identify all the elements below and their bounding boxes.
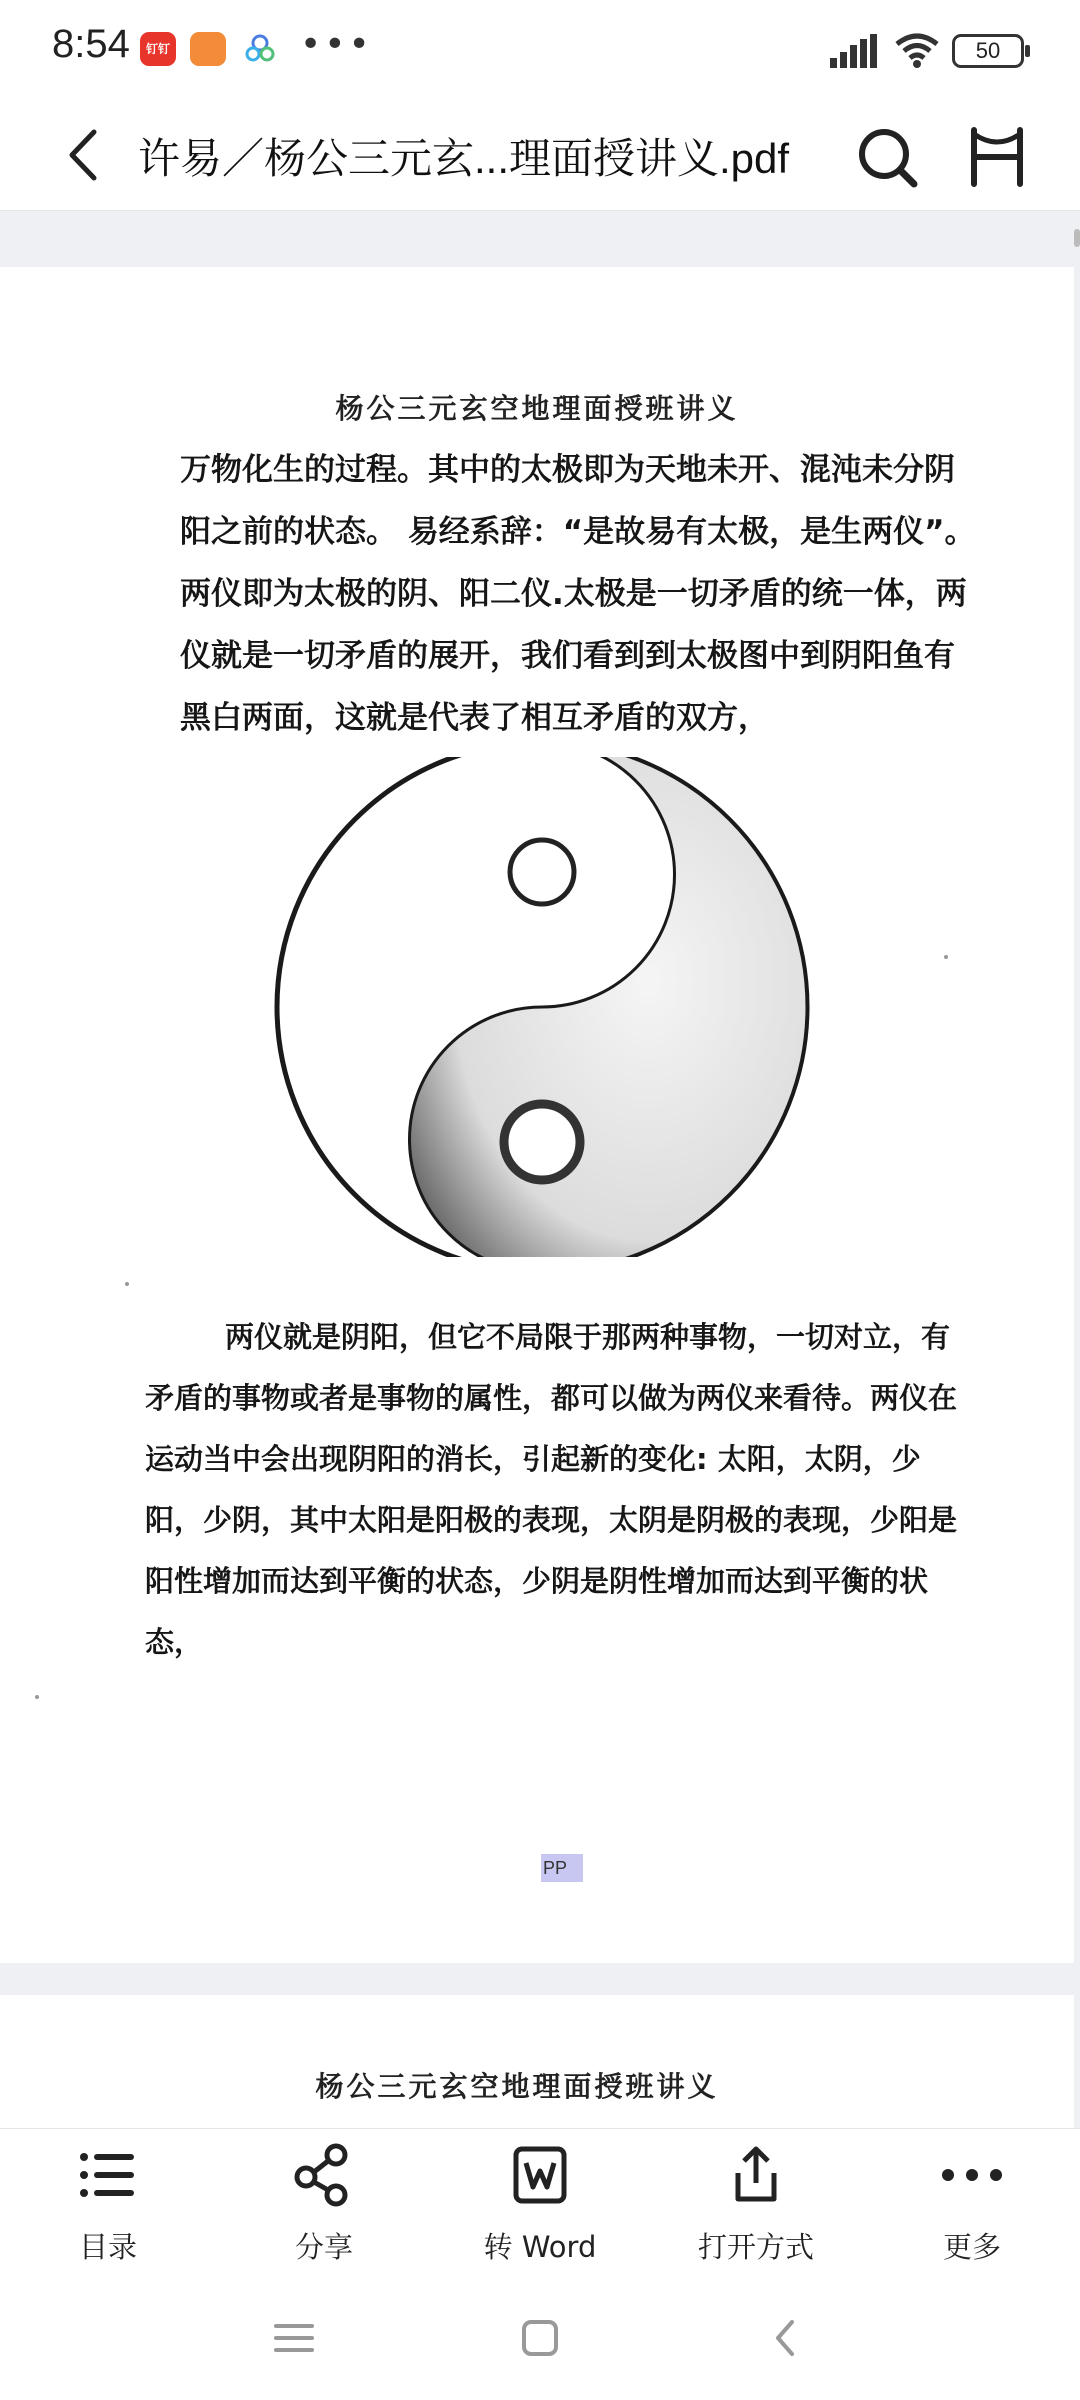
back-button[interactable] [52, 120, 122, 190]
home-square-icon [510, 2308, 570, 2368]
share-icon [292, 2143, 356, 2207]
toolbar-label: 打开方式 [697, 2230, 814, 2264]
more-button[interactable] [882, 2143, 1062, 2273]
top-app-bar [0, 100, 1080, 211]
search-icon [852, 122, 922, 192]
toolbar-label: 目录 [78, 2230, 137, 2264]
page-paragraph: 两仪就是阴阳，但它不局限于那两种事物，一切对立，有矛盾的事物或者是事物的属性，都可以做为两仪来看待。两仪在运动当中会出现阴阳的消长，引起新的变化: 太阳，太阴，少阳，少阴，其中太阳是阳极的表现，太阴是阴极的表现，少阳是阳性增加而达到平衡的状态，少阴是阴性增加而达到平衡的状态， [145, 1320, 958, 1659]
page-running-header: 杨公三元玄空地理面授班讲义 [335, 392, 739, 425]
page-running-header: 杨公三元玄空地理面授班讲义 [315, 2070, 719, 2103]
more-notifications-icon: ••• [300, 24, 373, 65]
share-button[interactable] [234, 2143, 414, 2273]
pdf-page [0, 267, 1074, 1963]
convert-word-button[interactable] [450, 2143, 630, 2273]
open-with-button[interactable] [666, 2143, 846, 2273]
scrollbar-thumb[interactable] [1074, 229, 1080, 247]
system-navigation-bar [0, 2278, 1080, 2400]
toolbar-label: 更多 [942, 2230, 1001, 2264]
highlight-annotation[interactable]: PP [541, 1854, 583, 1882]
more-icon [940, 2143, 1004, 2207]
menu-icon [264, 2308, 324, 2368]
export-icon [724, 2143, 788, 2207]
back-arrow-icon [52, 120, 122, 190]
scan-speck [944, 955, 948, 959]
scan-speck [125, 1282, 129, 1286]
taiji-diagram [272, 757, 822, 1257]
search-button[interactable] [852, 122, 922, 192]
toc-button[interactable] [18, 2143, 198, 2273]
document-title: 许易／杨公三元玄...理面授讲义.pdf [138, 135, 790, 182]
bottom-toolbar [0, 2128, 1080, 2279]
list-icon [76, 2143, 140, 2207]
system-back-button[interactable] [756, 2308, 816, 2368]
scan-speck [35, 1695, 39, 1699]
reading-mode-button[interactable] [962, 122, 1032, 192]
recent-apps-button[interactable] [264, 2308, 324, 2368]
cloud-app-icon [242, 32, 278, 66]
pdf-viewer[interactable] [0, 211, 1080, 2128]
dingtalk-app-icon [140, 32, 176, 66]
signal-icon [830, 34, 880, 68]
shopping-app-icon [190, 32, 226, 66]
wifi-icon [894, 32, 940, 68]
app-badge-text: 钉钉 [145, 42, 170, 56]
toolbar-label: 分享 [294, 2230, 353, 2264]
battery-indicator: 50 [952, 34, 1024, 68]
word-icon [508, 2143, 572, 2207]
toolbar-label: 转 Word [483, 2230, 597, 2264]
pdf-page [0, 1995, 1074, 2128]
page-paragraph: 万物化生的过程。其中的太极即为天地未开、混沌未分阴阳之前的状态。 易经系辞：“是故易有太极，是生两仪”。两仪即为太极的阴、阳二仪.太极是一切矛盾的统一体，两仪就是一切矛盾的展开，我们看到到太极图中到阴阳鱼有黑白两面，这就是代表了相互矛盾的双方， [180, 452, 976, 736]
status-bar [0, 0, 1080, 100]
home-button[interactable] [510, 2308, 570, 2368]
back-chevron-icon [756, 2308, 816, 2368]
fit-width-icon [962, 122, 1032, 192]
status-time: 8:54 [52, 22, 130, 66]
